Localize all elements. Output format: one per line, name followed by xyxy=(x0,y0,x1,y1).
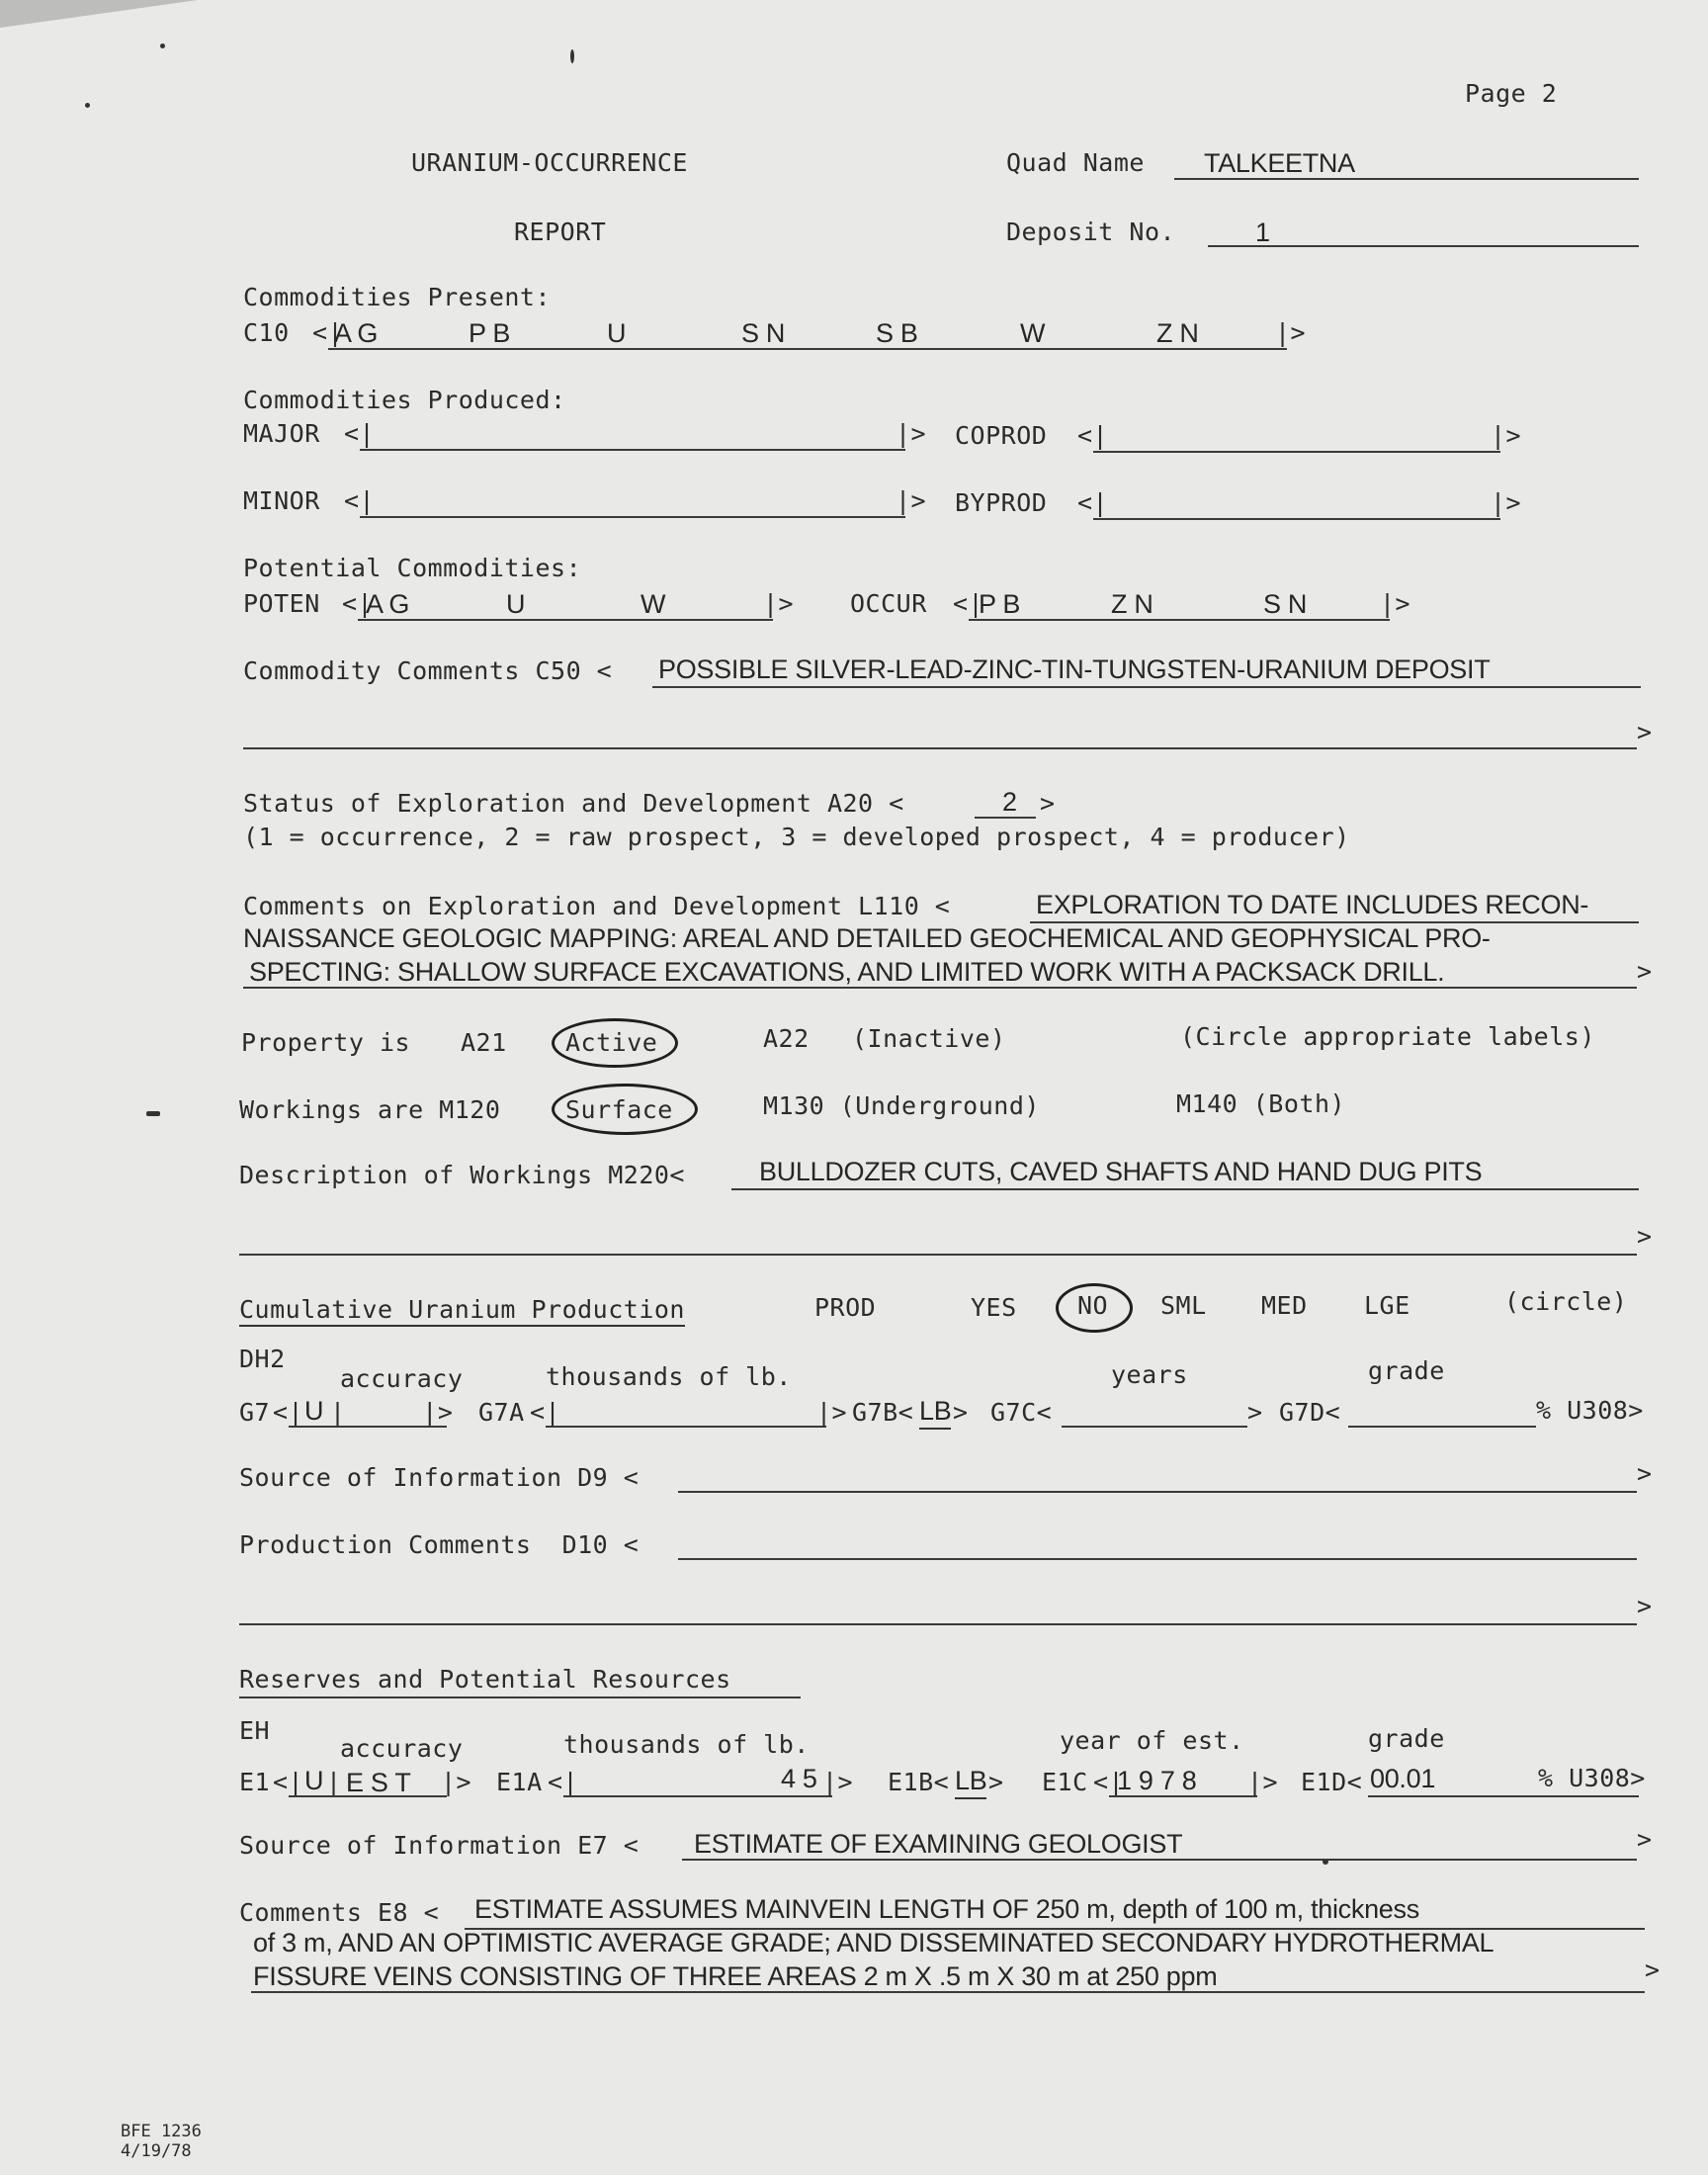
status-value[interactable]: 2 xyxy=(1002,787,1017,817)
major-bracket-close: |> xyxy=(896,419,927,448)
reserves-source-close: > xyxy=(1637,1825,1653,1854)
g7c-field-line[interactable] xyxy=(1062,1426,1247,1428)
g7a-thousands-caption: thousands of lb. xyxy=(546,1362,792,1391)
byprod-field-line[interactable] xyxy=(1093,518,1500,520)
property-hint: (Circle appropriate labels) xyxy=(1180,1022,1595,1051)
deposit-label: Deposit No. xyxy=(1006,218,1176,246)
e1a-bracket-close: |> xyxy=(822,1768,854,1796)
poten-label: POTEN xyxy=(243,589,320,618)
c10-entry[interactable]: Z N xyxy=(1156,318,1199,348)
exploration-comments-line1[interactable]: EXPLORATION TO DATE INCLUDES RECON- xyxy=(1036,890,1589,919)
property-a22: A22 xyxy=(763,1024,810,1053)
e1b-value[interactable]: LB xyxy=(955,1766,986,1799)
reserves-comments-close: > xyxy=(1645,1956,1661,1984)
production-yes[interactable]: YES xyxy=(971,1293,1017,1322)
no-circle-mark xyxy=(1056,1283,1133,1333)
production-source-label: Source of Information D9 < xyxy=(239,1463,640,1492)
poten-bracket-open: <| xyxy=(342,589,374,618)
e1c-value[interactable]: 1 9 7 8 xyxy=(1117,1766,1197,1795)
production-prod: PROD xyxy=(814,1293,877,1322)
exploration-comments-line2[interactable]: NAISSANCE GEOLOGIC MAPPING: AREAL AND DETAILED GEOCHEMICAL AND GEOPHYSICAL PRO- xyxy=(243,923,1491,953)
form-title: URANIUM-OCCURRENCE xyxy=(411,148,688,177)
g7a-bracket-open: <| xyxy=(530,1398,561,1427)
production-comments-line2[interactable] xyxy=(239,1623,1637,1625)
reserves-comments-value-2[interactable]: of 3 m, AND AN OPTIMISTIC AVERAGE GRADE; AND DISSEMINATED SECONDARY HYDROTHERMAL xyxy=(253,1928,1494,1958)
e1d-label: E1D< xyxy=(1301,1768,1363,1796)
dh2-label: DH2 xyxy=(239,1345,286,1373)
major-field-line[interactable] xyxy=(360,449,905,451)
g7-bracket-open: <| xyxy=(273,1398,304,1427)
byprod-label: BYPROD xyxy=(955,488,1048,517)
exploration-comments-line3[interactable]: SPECTING: SHALLOW SURFACE EXCAVATIONS, AND LIMITED WORK WITH A PACKSACK DRILL. xyxy=(249,957,1445,987)
workings-label: Workings are M120 xyxy=(239,1095,501,1124)
minor-field-line[interactable] xyxy=(360,516,905,518)
g7-field-line xyxy=(289,1426,447,1428)
production-comments-label: Production Comments D10 < xyxy=(239,1530,640,1559)
property-active[interactable]: Active xyxy=(565,1028,658,1057)
production-source-close: > xyxy=(1637,1459,1653,1488)
occur-entry[interactable]: P B xyxy=(979,589,1021,619)
potential-commodities-heading: Potential Commodities: xyxy=(243,554,582,582)
g7b-label: G7B< xyxy=(852,1398,914,1427)
surface-circle-mark xyxy=(552,1084,698,1135)
property-label: Property is xyxy=(241,1028,411,1057)
reserves-heading-underline xyxy=(239,1696,801,1698)
reserves-comments-value-3[interactable]: FISSURE VEINS CONSISTING OF THREE AREAS 2 m X .5 m X 30 m at 250 ppm xyxy=(253,1961,1218,1991)
page-corner-shadow xyxy=(0,0,198,28)
g7c-label: G7C< xyxy=(990,1398,1053,1427)
production-comments-close: > xyxy=(1637,1592,1653,1620)
e1a-thousands-caption: thousands of lb. xyxy=(563,1730,810,1759)
e1d-grade-caption: grade xyxy=(1368,1724,1445,1753)
e1a-field-line xyxy=(563,1795,832,1797)
g7a-field-line[interactable] xyxy=(546,1426,826,1428)
property-inactive[interactable]: (Inactive) xyxy=(852,1024,1006,1053)
status-label: Status of Exploration and Development A20 < xyxy=(243,789,904,818)
c10-entry[interactable]: P B xyxy=(469,318,511,348)
workings-underground[interactable]: M130 (Underground) xyxy=(763,1091,1040,1120)
coprod-bracket-close: |> xyxy=(1491,421,1522,450)
production-source-line[interactable] xyxy=(678,1491,1637,1493)
commodity-comments-value[interactable]: POSSIBLE SILVER-LEAD-ZINC-TIN-TUNGSTEN-URANIUM DEPOSIT xyxy=(658,654,1491,684)
quad-name-value[interactable]: TALKEETNA xyxy=(1204,148,1355,178)
g7b-value[interactable]: LB xyxy=(919,1396,951,1430)
eh-label: EH xyxy=(239,1716,271,1745)
occur-label: OCCUR xyxy=(850,589,927,618)
poten-entry[interactable]: A G xyxy=(366,589,410,619)
occur-bracket-close: |> xyxy=(1380,589,1411,618)
e1c-bracket-close: |> xyxy=(1247,1768,1279,1796)
reserves-comments-label: Comments E8 < xyxy=(239,1898,440,1927)
e1-accuracy-caption: accuracy xyxy=(340,1734,464,1763)
exploration-comments-label: Comments on Exploration and Development L110 < xyxy=(243,892,951,920)
occur-field-line xyxy=(969,619,1390,621)
ink-speck xyxy=(160,44,165,48)
active-circle-mark xyxy=(552,1018,678,1068)
e1b-label: E1B< xyxy=(888,1768,950,1796)
e1d-field-line xyxy=(1368,1795,1639,1797)
commodities-present-heading: Commodities Present: xyxy=(243,283,552,311)
e1-label: E1 xyxy=(239,1768,271,1796)
g7d-label: G7D< xyxy=(1279,1398,1341,1427)
quad-name-label: Quad Name xyxy=(1006,148,1145,177)
g7a-bracket-close: |> xyxy=(816,1398,848,1427)
poten-entry[interactable]: W xyxy=(640,589,666,619)
page-number: Page 2 xyxy=(1465,79,1558,108)
coprod-label: COPROD xyxy=(955,421,1048,450)
g7d-field-line[interactable] xyxy=(1348,1426,1536,1428)
e1a-value[interactable]: 4 5 xyxy=(781,1764,817,1793)
minor-bracket-close: |> xyxy=(896,486,927,515)
minor-bracket-open: <| xyxy=(344,486,376,515)
occur-entry[interactable]: S N xyxy=(1263,589,1308,619)
byprod-bracket-close: |> xyxy=(1491,488,1522,517)
e1a-label: E1A xyxy=(496,1768,543,1796)
e1d-value[interactable]: 00.01 xyxy=(1370,1764,1436,1793)
form-date: 4/19/78 xyxy=(121,2141,192,2161)
commodities-produced-heading: Commodities Produced: xyxy=(243,386,566,414)
e1-value[interactable]: U xyxy=(304,1766,324,1795)
occur-entry[interactable]: Z N xyxy=(1111,589,1153,619)
ink-speck xyxy=(146,1111,160,1116)
commodity-comments-line2[interactable] xyxy=(243,747,1637,749)
workings-both[interactable]: M140 (Both) xyxy=(1176,1089,1346,1118)
e1-bracket-open: <| xyxy=(273,1768,304,1796)
e1a-bracket-open: <| xyxy=(548,1768,579,1796)
g7d-unit: % U308> xyxy=(1536,1396,1644,1425)
status-close: > xyxy=(1040,789,1056,818)
c10-label: C10 xyxy=(243,318,290,347)
e1-accuracy-value[interactable]: E S T xyxy=(346,1768,411,1797)
deposit-value[interactable]: 1 xyxy=(1255,218,1270,247)
reserves-comments-value-1[interactable]: ESTIMATE ASSUMES MAINVEIN LENGTH OF 250 m, depth of 100 m, thickness xyxy=(474,1894,1419,1924)
reserves-source-value[interactable]: ESTIMATE OF EXAMINING GEOLOGIST xyxy=(694,1829,1183,1859)
e1c-bracket-open: <| xyxy=(1093,1768,1125,1796)
coprod-field-line[interactable] xyxy=(1093,451,1500,453)
c10-open-bracket: <| xyxy=(312,318,344,347)
production-med[interactable]: MED xyxy=(1261,1291,1308,1320)
g7-value[interactable]: U xyxy=(304,1396,324,1426)
description-workings-label: Description of Workings M220< xyxy=(239,1161,685,1189)
e1-divider: | xyxy=(326,1768,342,1796)
commodity-comments-label: Commodity Comments C50 < xyxy=(243,656,613,685)
e1-field-line xyxy=(289,1795,447,1797)
production-heading: Cumulative Uranium Production xyxy=(239,1295,685,1327)
c10-entry[interactable]: S B xyxy=(876,318,918,348)
e1c-label: E1C xyxy=(1042,1768,1088,1796)
g7-accuracy-caption: accuracy xyxy=(340,1364,464,1393)
form-subtitle: REPORT xyxy=(514,218,607,246)
production-no[interactable]: NO xyxy=(1077,1291,1109,1320)
reserves-heading: Reserves and Potential Resources xyxy=(239,1665,731,1694)
production-circle-hint: (circle) xyxy=(1504,1287,1628,1316)
g7a-label: G7A xyxy=(478,1398,525,1427)
c10-entry[interactable]: U xyxy=(607,318,627,348)
exploration-close: > xyxy=(1637,957,1653,986)
g7c-years-caption: years xyxy=(1111,1360,1188,1389)
production-comments-line1[interactable] xyxy=(678,1558,1637,1560)
poten-bracket-close: |> xyxy=(763,589,795,618)
c10-close-bracket: |> xyxy=(1275,318,1307,347)
g7-accuracy-box[interactable]: | |> xyxy=(330,1398,454,1427)
minor-label: MINOR xyxy=(243,486,320,515)
byprod-bracket-open: <| xyxy=(1077,488,1109,517)
description-close: > xyxy=(1637,1222,1653,1251)
poten-field-line xyxy=(358,619,773,621)
description-workings-value[interactable]: BULLDOZER CUTS, CAVED SHAFTS AND HAND DUG PITS xyxy=(759,1157,1483,1186)
c10-entry[interactable]: A G xyxy=(334,318,379,348)
status-legend: (1 = occurrence, 2 = raw prospect, 3 = developed prospect, 4 = producer) xyxy=(243,823,1350,851)
reserves-source-label: Source of Information E7 < xyxy=(239,1831,640,1860)
major-bracket-open: <| xyxy=(344,419,376,448)
production-lge[interactable]: LGE xyxy=(1364,1291,1410,1320)
ink-speck xyxy=(85,103,90,108)
e1b-close: > xyxy=(988,1768,1004,1796)
production-sml[interactable]: SML xyxy=(1160,1291,1207,1320)
poten-entry[interactable]: U xyxy=(506,589,526,619)
c10-entry[interactable]: S N xyxy=(741,318,786,348)
commodity-comments-line xyxy=(652,686,1641,688)
property-a21: A21 xyxy=(461,1028,507,1057)
major-label: MAJOR xyxy=(243,419,320,448)
g7c-close: > xyxy=(1247,1398,1263,1427)
commodity-comments-close: > xyxy=(1637,718,1653,746)
occur-bracket-open: <| xyxy=(953,589,984,618)
e1-bracket-close: |> xyxy=(441,1768,472,1796)
ink-speck xyxy=(570,49,574,63)
deposit-line xyxy=(1208,245,1639,247)
coprod-bracket-open: <| xyxy=(1077,421,1109,450)
e1d-unit: % U308> xyxy=(1538,1764,1646,1792)
g7d-grade-caption: grade xyxy=(1368,1356,1445,1385)
form-id: BFE 1236 xyxy=(121,2122,202,2141)
g7b-close: > xyxy=(953,1398,969,1427)
description-line1 xyxy=(731,1188,1639,1190)
description-line2[interactable] xyxy=(239,1254,1637,1256)
workings-surface[interactable]: Surface xyxy=(565,1095,673,1124)
e1c-year-caption: year of est. xyxy=(1060,1726,1244,1755)
g7-label: G7 xyxy=(239,1398,271,1427)
c10-entry[interactable]: W xyxy=(1020,318,1046,348)
